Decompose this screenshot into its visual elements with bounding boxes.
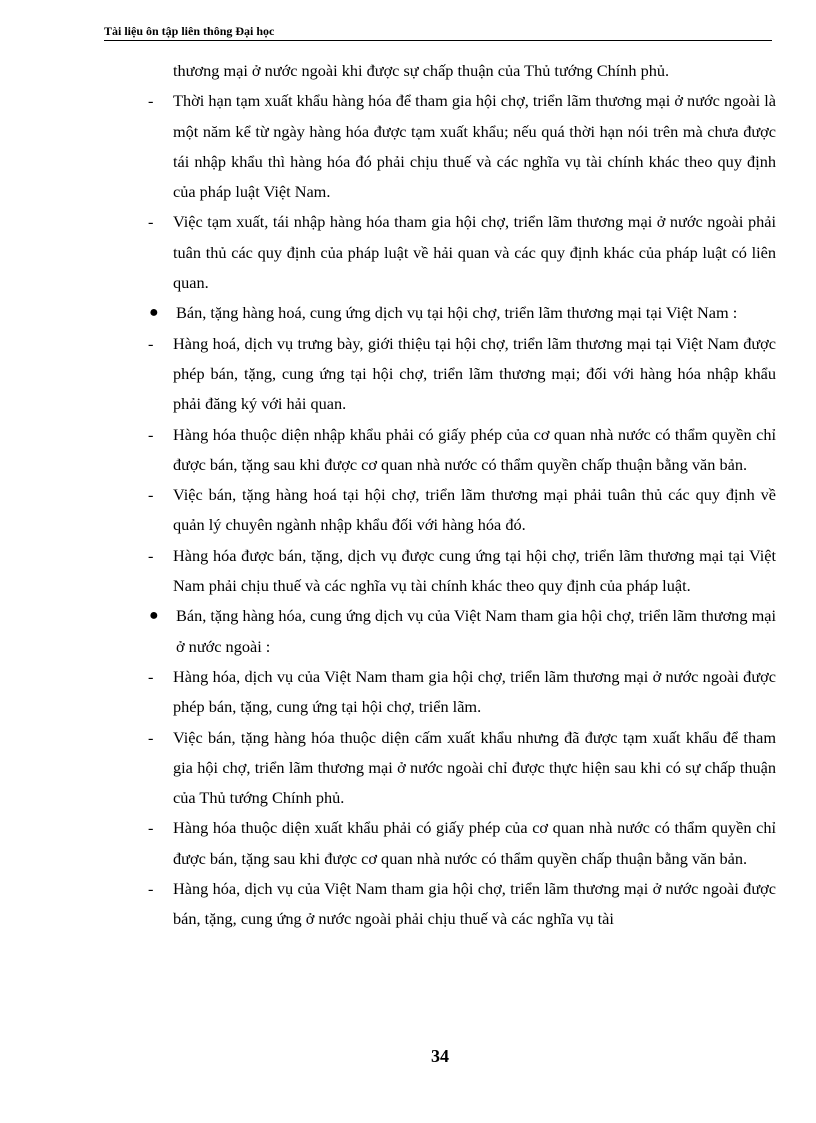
- dash-marker: -: [148, 212, 154, 232]
- dash-marker: -: [148, 727, 154, 747]
- dash-item: [148, 813, 776, 874]
- header-title: Tài liệu ôn tập liên thông Đại học: [104, 24, 275, 38]
- dash-marker: -: [148, 485, 154, 505]
- paragraph-text: Hàng hoá, dịch vụ trưng bày, giới thiệu tại hội chợ, triển lãm thương mại tại Việt Nam được phép bán, tặng, cung ứng tại hội chợ, triển lãm thương mại; đối với hàng hóa nhập khẩu phải đăng ký với hải quan.: [173, 333, 776, 414]
- paragraph-text: Việc bán, tặng hàng hóa thuộc diện cấm xuất khẩu nhưng đã được tạm xuất khẩu để tham gia hội chợ, triển lãm thương mại ở nước ngoài chỉ được thực hiện sau khi có sự chấp thuận của Thủ tướng Chính phủ.: [173, 727, 776, 808]
- dash-marker: -: [148, 879, 154, 899]
- paragraph-text: Bán, tặng hàng hóa, cung ứng dịch vụ của Việt Nam tham gia hội chợ, triển lãm thương mại ở nước ngoài :: [176, 606, 776, 656]
- page-number: 34: [431, 1046, 449, 1066]
- paragraph-text: Hàng hóa, dịch vụ của Việt Nam tham gia hội chợ, triển lãm thương mại ở nước ngoài được bán, tặng, cung ứng ở nước ngoài phải chịu thuế và các nghĩa vụ tài: [173, 879, 776, 929]
- dash-item: [148, 541, 776, 602]
- paragraph-text: Thời hạn tạm xuất khẩu hàng hóa để tham gia hội chợ, triển lãm thương mại ở nước ngoài là một năm kể từ ngày hàng hóa được tạm xuất khẩu; nếu quá thời hạn nói trên mà chưa được tái nhập khẩu thì hàng hóa đó phải chịu thuế và các nghĩa vụ tài chính khác theo quy định của pháp luật Việt Nam.: [173, 91, 776, 202]
- dash-marker: -: [148, 424, 154, 444]
- dash-marker: -: [148, 91, 154, 111]
- document-body: [0, 56, 816, 935]
- dash-item: [148, 480, 776, 541]
- dash-marker: -: [148, 333, 154, 353]
- paragraph-text: Hàng hóa thuộc diện nhập khẩu phải có giấy phép của cơ quan nhà nước có thẩm quyền chỉ được bán, tặng sau khi được cơ quan nhà nước có thẩm quyền chấp thuận bằng văn bản.: [173, 424, 776, 474]
- paragraph-text: thương mại ở nước ngoài khi được sự chấp thuận của Thủ tướng Chính phủ.: [173, 61, 670, 80]
- dash-item: [148, 86, 776, 207]
- paragraph-text: Hàng hóa thuộc diện xuất khẩu phải có giấy phép của cơ quan nhà nước có thẩm quyền chỉ được bán, tặng sau khi được cơ quan nhà nước có thẩm quyền chấp thuận bằng văn bản.: [173, 818, 776, 868]
- paragraph-continuation: [173, 56, 776, 86]
- paragraph-text: Hàng hóa, dịch vụ của Việt Nam tham gia hội chợ, triển lãm thương mại ở nước ngoài được phép bán, tặng, cung ứng tại hội chợ, triển lãm.: [173, 666, 776, 717]
- bullet-icon: ●: [149, 607, 159, 625]
- dash-marker: -: [148, 818, 154, 838]
- bullet-icon: ●: [149, 304, 159, 322]
- dash-item: [148, 662, 776, 723]
- dash-item: [148, 723, 776, 814]
- paragraph-text: Bán, tặng hàng hoá, cung ứng dịch vụ tại hội chợ, triển lãm thương mại tại Việt Nam :: [176, 303, 738, 323]
- dash-marker: -: [148, 545, 154, 565]
- bullet-heading: [149, 298, 776, 328]
- page-header: [104, 22, 772, 41]
- paragraph-text: Việc bán, tặng hàng hoá tại hội chợ, triển lãm thương mại phải tuân thủ các quy định về quản lý chuyên ngành nhập khẩu đối với hàng hóa đó.: [173, 485, 776, 535]
- dash-marker: -: [148, 666, 154, 686]
- dash-item: [148, 874, 776, 935]
- dash-item: [148, 329, 776, 420]
- paragraph-text: Hàng hóa được bán, tặng, dịch vụ được cung ứng tại hội chợ, triển lãm thương mại tại Việt Nam phải chịu thuế và các nghĩa vụ tài chính khác theo quy định của pháp luật.: [173, 545, 776, 596]
- dash-item: [148, 420, 776, 481]
- dash-item: [148, 207, 776, 298]
- bullet-heading: [149, 601, 776, 662]
- paragraph-text: Việc tạm xuất, tái nhập hàng hóa tham gia hội chợ, triển lãm thương mại ở nước ngoài phải tuân thủ các quy định của pháp luật về hải quan và các quy định khác của pháp luật có liên quan.: [173, 212, 776, 293]
